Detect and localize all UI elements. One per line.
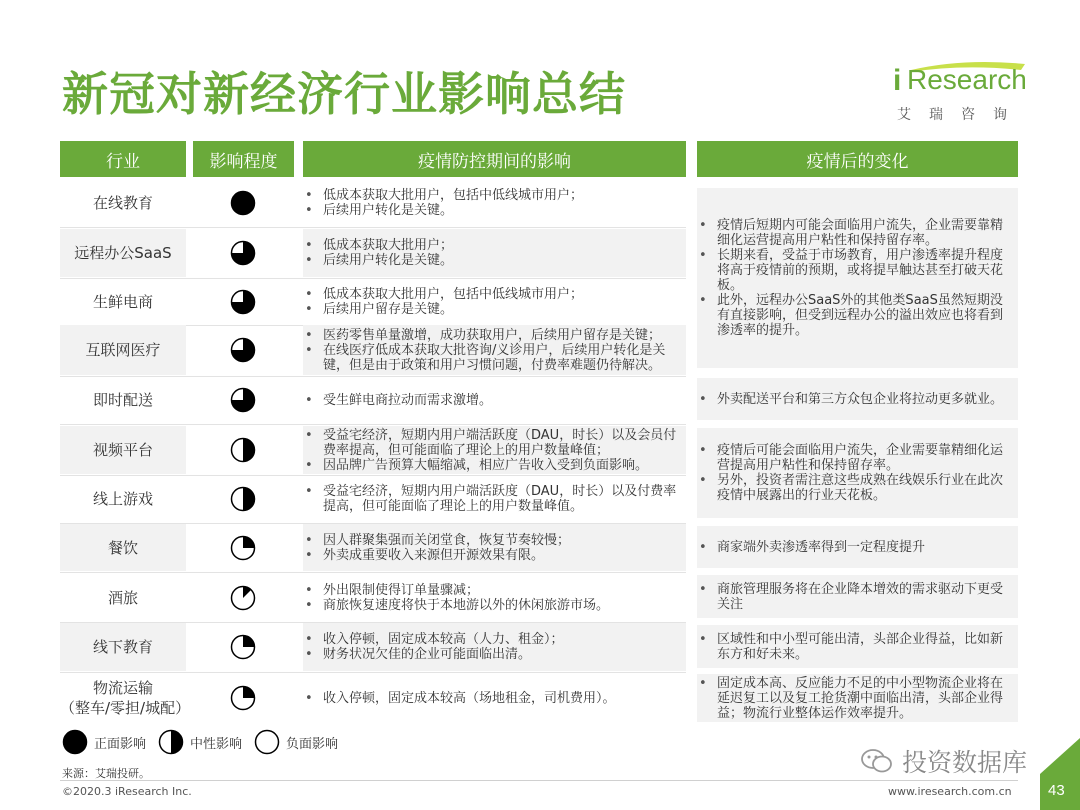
header-degree: 影响程度 [193, 141, 294, 177]
impact-bullet: • 因人群聚集强而关闭堂食，恢复节奏较慢； [303, 533, 686, 548]
row-divider [60, 424, 686, 425]
industry-name: 酒旅 [107, 588, 138, 607]
impact-level-icon [230, 289, 256, 315]
wechat-icon [860, 747, 894, 775]
after-bullet: • 此外，远程办公SaaS外的其他类SaaS虽然短期没有直接影响，但受到远程办公的溢出效应也将看到渗透率的提升。 [697, 293, 1014, 338]
legend-neutral-label: 中性影响 [190, 736, 243, 752]
impact-bullet: • 商旅恢复速度将快于本地游以外的休闲旅游市场。 [303, 598, 686, 613]
header-during: 疫情防控期间的影响 [303, 141, 686, 177]
impact-cell [303, 279, 686, 324]
industry-label [60, 377, 186, 423]
impact-cell [303, 476, 686, 522]
after-bullet: • 疫情后短期内可能会面临用户流失，企业需要靠精细化运营提高用户粘性和保持留存率。 [697, 218, 1014, 248]
impact-bullet: • 收入停顿，固定成本较高（人力、租金）； [303, 632, 686, 647]
impact-cell [303, 673, 686, 723]
page-title: 新冠对新经济行业影响总结 [62, 67, 626, 121]
legend-negative-label: 负面影响 [286, 736, 339, 752]
industry-label [60, 180, 186, 226]
industry-name: 互联网医疗 [85, 341, 161, 359]
page-number: 43 [1048, 782, 1065, 799]
after-panel-1 [697, 188, 1018, 368]
logo-subtitle: 艾瑞咨询 [897, 107, 1025, 123]
after-panel-2 [697, 378, 1018, 420]
legend [62, 729, 350, 755]
negative-impact-icon [254, 729, 280, 755]
impact-bullet: • 因品牌广告预算大幅缩减，相应广告收入受到负面影响。 [303, 458, 686, 473]
impact-bullet: • 外卖成重要收入来源但开源效果有限。 [303, 548, 686, 563]
impact-level-icon [230, 190, 256, 216]
website: www.iresearch.com.cn [888, 785, 1012, 798]
after-bullet: • 长期来看，受益于市场教育，用户渗透率提升程度将高于疫情前的预期，或将提早触达甚至打破天花板。 [697, 248, 1014, 293]
impact-level-fill [243, 636, 255, 648]
impact-level-icon [230, 634, 256, 660]
industry-label [60, 673, 191, 723]
legend-positive-label: 正面影响 [94, 736, 147, 752]
logo-brand: Research [907, 64, 1027, 95]
industry-label [60, 426, 186, 474]
impact-level-icon [230, 535, 256, 561]
impact-cell [303, 377, 686, 423]
copyright: ©2020.3 iResearch Inc. [62, 785, 192, 798]
impact-level-fill [243, 687, 255, 699]
page-corner-shape [1040, 738, 1080, 810]
industry-name: 线上游戏 [92, 490, 153, 508]
after-bullet: • 疫情后可能会面临用户流失，企业需要靠精细化运营提高用户粘性和保持留存率。 [697, 443, 1014, 473]
neutral-impact-icon [158, 729, 184, 755]
impact-level-icon [230, 585, 256, 611]
impact-bullet: • 后续用户转化是关键。 [303, 203, 686, 218]
impact-cell [303, 180, 686, 226]
industry-name: 餐饮 [107, 538, 138, 557]
logo-i: i [893, 64, 902, 97]
impact-level-fill [243, 488, 255, 511]
industry-label [60, 279, 186, 324]
row-divider [60, 227, 686, 228]
industry-name: 线下教育 [92, 638, 153, 656]
impact-level-icon [230, 387, 256, 413]
industry-label [60, 524, 186, 571]
industry-subname: （整车/零担/城配） [60, 699, 191, 717]
after-panel-6 [697, 625, 1018, 668]
after-bullet: • 商家端外卖渗透率得到一定程度提升 [697, 540, 1014, 555]
impact-level-icon [230, 437, 256, 463]
industry-name: 物流运输 [92, 679, 153, 697]
impact-level-fill [243, 439, 255, 462]
source-note: 来源：艾瑞投研。 [62, 767, 150, 780]
header-after: 疫情后的变化 [697, 141, 1018, 177]
watermark-text: 投资数据库 [902, 748, 1028, 777]
row-divider [60, 572, 686, 573]
impact-cell [303, 623, 686, 671]
industry-name: 生鲜电商 [92, 292, 153, 311]
after-panel-3 [697, 428, 1018, 518]
impact-bullet: • 在线医疗低成本获取大批咨询/义诊用户，后续用户转化是关键，但是由于政策和用户习惯问题，付费率难题仍待解决。 [303, 343, 686, 373]
impact-level-icon [230, 685, 256, 711]
impact-level-fill [243, 536, 255, 548]
impact-bullet: • 医药零售单量激增，成功获取用户，后续用户留存是关键； [303, 328, 686, 343]
impact-level-icon [230, 240, 256, 266]
impact-bullet: • 受益宅经济，短期内用户端活跃度（DAU，时长）以及会员付费率提高，但可能面临了理论上的用户数量峰值； [303, 428, 686, 458]
industry-name: 视频平台 [92, 441, 153, 459]
impact-cell [303, 524, 686, 571]
impact-bullet: • 后续用户转化是关键。 [303, 253, 686, 268]
impact-bullet: • 受益宅经济，短期内用户端活跃度（DAU，时长）以及付费率提高，但可能面临了理论上的用户数量峰值。 [303, 484, 686, 514]
impact-cell [303, 325, 686, 375]
watermark [860, 743, 1027, 779]
after-bullet: • 外卖配送平台和第三方众包企业将拉动更多就业。 [697, 392, 1014, 407]
impact-cell [303, 574, 686, 621]
industry-label [60, 325, 186, 375]
industry-label [60, 574, 186, 621]
footer-divider [60, 780, 1018, 781]
impact-bullet: • 低成本获取大批用户； [303, 238, 686, 253]
after-panel-4 [697, 526, 1018, 568]
impact-level-icon [230, 486, 256, 512]
positive-impact-icon [62, 729, 88, 755]
impact-bullet: • 外出限制使得订单量骤减； [303, 583, 686, 598]
impact-cell [303, 229, 686, 277]
after-panel-7 [697, 674, 1018, 722]
impact-level-icon [230, 337, 256, 363]
iresearch-logo [893, 60, 1033, 124]
after-bullet: • 区域性和中小型可能出清，头部企业得益，比如新东方和好未来。 [697, 632, 1014, 662]
header-industry: 行业 [60, 141, 186, 177]
impact-cell [303, 426, 686, 474]
impact-bullet: • 低成本获取大批用户，包括中低线城市用户； [303, 287, 686, 302]
industry-label [60, 623, 186, 671]
impact-bullet: • 后续用户留存是关键。 [303, 302, 686, 317]
after-panel-5 [697, 575, 1018, 618]
industry-label [60, 229, 186, 277]
impact-bullet: • 低成本获取大批用户，包括中低线城市用户； [303, 188, 686, 203]
industry-name: 在线教育 [92, 194, 153, 212]
impact-bullet: • 财务状况欠佳的企业可能面临出清。 [303, 647, 686, 662]
after-bullet: • 固定成本高、反应能力不足的中小型物流企业将在延迟复工以及复工抢货潮中面临出清，头部企业得益；物流行业整体运作效率提升。 [697, 676, 1014, 721]
industry-name: 即时配送 [92, 391, 153, 409]
industry-label [60, 476, 186, 522]
industry-name: 远程办公SaaS [74, 244, 172, 262]
impact-bullet: • 收入停顿，固定成本较高（场地租金，司机费用）。 [303, 691, 686, 706]
impact-bullet: • 受生鲜电商拉动而需求激增。 [303, 393, 686, 408]
after-bullet: • 另外，投资者需注意这些成熟在线娱乐行业在此次疫情中展露出的行业天花板。 [697, 473, 1014, 503]
after-bullet: • 商旅管理服务将在企业降本增效的需求驱动下更受关注 [697, 582, 1014, 612]
